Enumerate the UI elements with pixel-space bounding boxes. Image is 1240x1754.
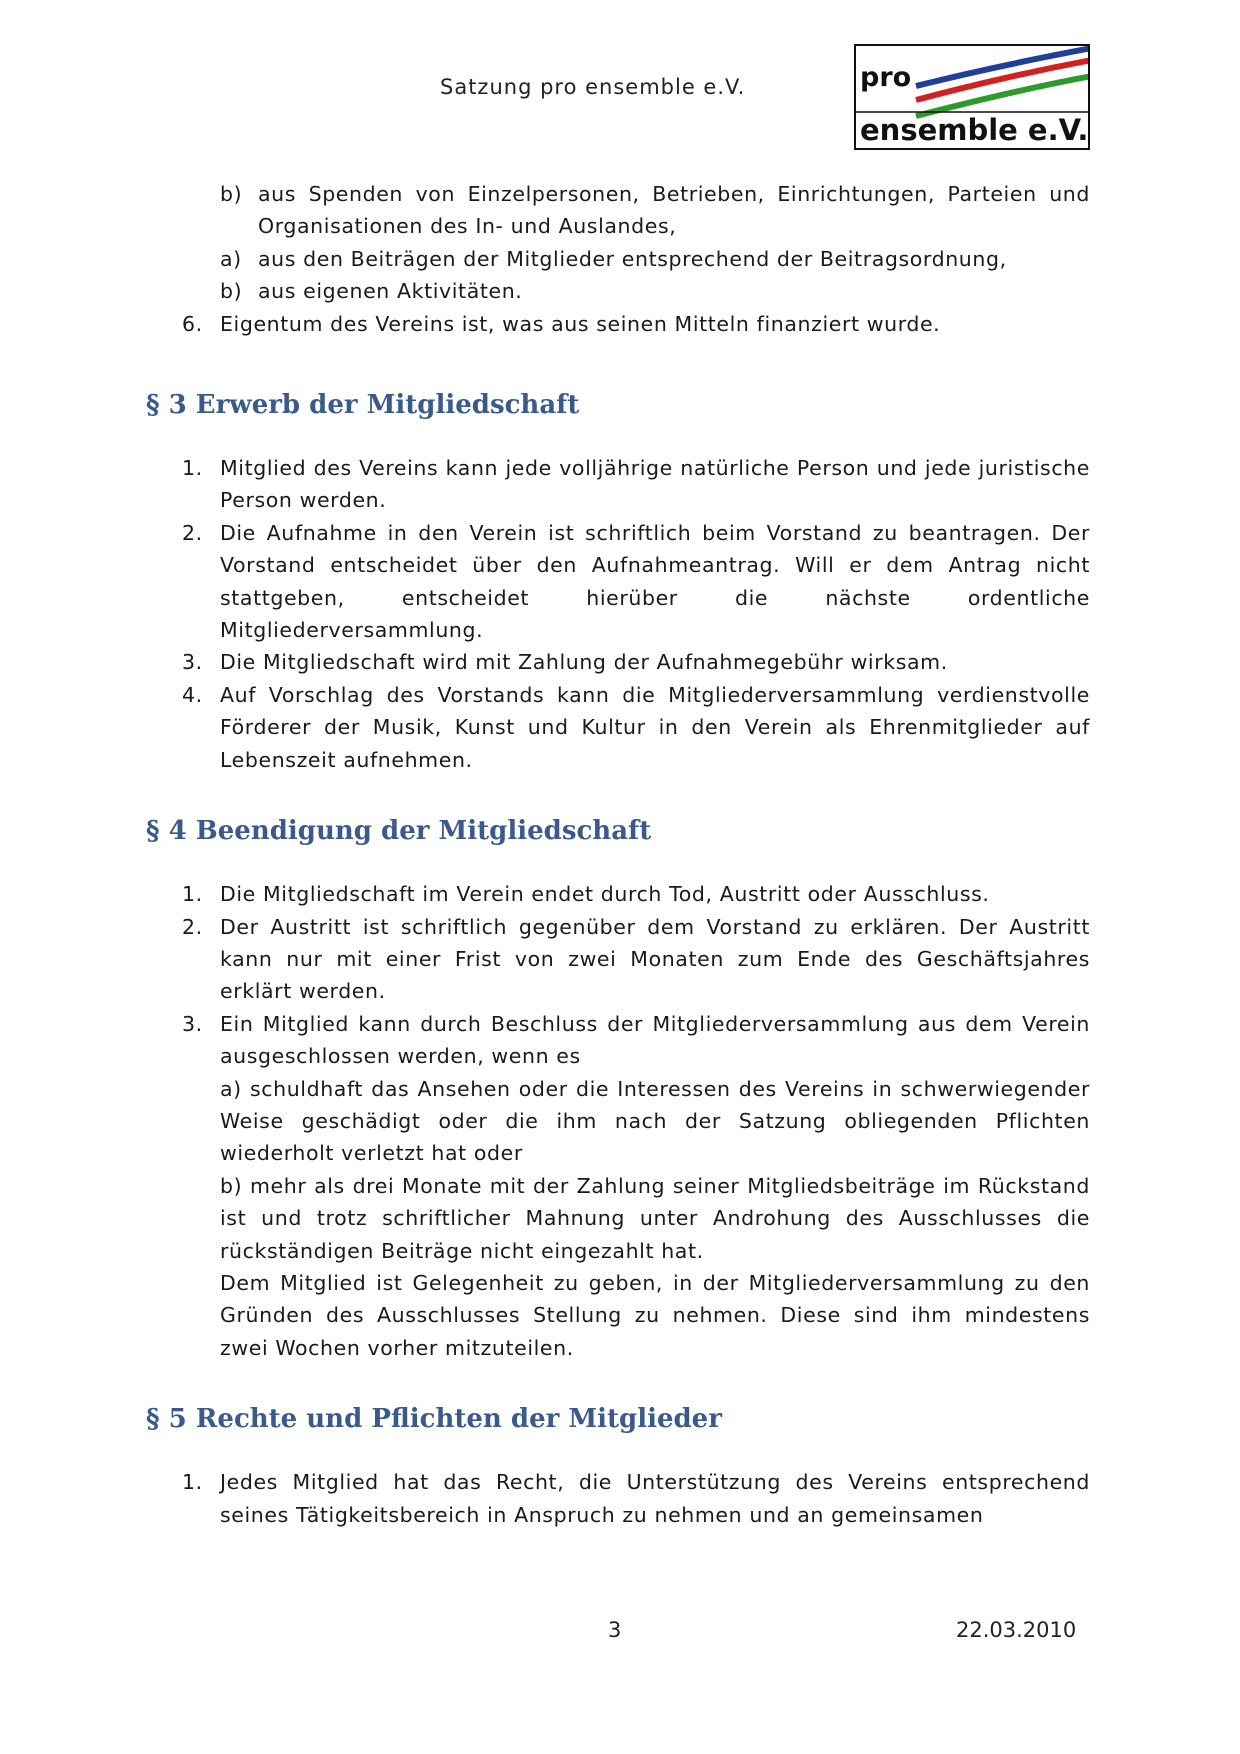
list-marker: 1. <box>182 1470 203 1495</box>
list-marker: 1. <box>182 882 203 907</box>
list-item <box>146 646 1090 678</box>
list-item-text: aus den Beiträgen der Mitglieder entsprechend der Beitragsordnung, <box>258 246 1007 271</box>
section-heading: § 4 Beendigung der Mitgliedschaft <box>146 816 652 847</box>
list-item-text: Ein Mitglied kann durch Beschluss der Mitgliederversammlung aus dem Verein ausgeschlossen werden, wenn es <box>220 1011 1090 1069</box>
document-body <box>146 178 1090 1531</box>
paragraph: b) mehr als drei Monate mit der Zahlung seiner Mitgliedsbeiträge im Rückstand ist und trotz schriftlicher Mahnung unter Androhung des Ausschlusses die rückständigen Beiträge nicht eingezahlt hat. <box>220 1173 1090 1263</box>
list-item-text: Die Aufnahme in den Verein ist schriftlich beim Vorstand zu beantragen. Der Vorstand entscheidet über den Aufnahmeantrag. Will er dem Antrag nicht stattgeben, entscheidet hierüber die nächste ordentliche Mitgliederversammlung. <box>220 520 1090 643</box>
list-item <box>146 911 1090 1008</box>
list-item-text: aus eigenen Aktivitäten. <box>258 279 523 304</box>
list-item <box>146 679 1090 776</box>
list-marker: a) <box>220 246 242 271</box>
list-item-text: Die Mitgliedschaft wird mit Zahlung der Aufnahmegebühr wirksam. <box>220 650 948 675</box>
header-title: Satzung pro ensemble e.V. <box>440 75 746 99</box>
list-item <box>146 1008 1090 1073</box>
list-item <box>146 1466 1090 1531</box>
paragraph: Dem Mitglied ist Gelegenheit zu geben, in der Mitgliederversammlung zu den Gründen des Ausschlusses Stellung zu nehmen. Diese sind ihm mindestens zwei Wochen vorher mitzuteilen. <box>220 1270 1090 1360</box>
list-marker: b) <box>220 182 243 206</box>
section-heading: § 5 Rechte und Pflichten der Mitglieder <box>146 1404 722 1435</box>
list-marker: 4. <box>182 682 203 707</box>
list-item <box>146 452 1090 517</box>
list-item-text: Eigentum des Vereins ist, was aus seinen Mitteln finanziert wurde. <box>220 311 941 336</box>
list-item <box>146 275 1090 307</box>
list-marker: b) <box>220 279 243 304</box>
section-heading: § 3 Erwerb der Mitgliedschaft <box>146 390 580 421</box>
logo-text-ensemble: ensemble e.V. <box>860 113 1089 147</box>
list-item <box>146 243 1090 275</box>
list-marker: 3. <box>182 650 203 675</box>
pro-ensemble-logo <box>854 44 1090 150</box>
list-marker: 1. <box>182 456 203 481</box>
list-item <box>146 878 1090 910</box>
list-item <box>146 178 1090 243</box>
paragraph: a) schuldhaft das Ansehen oder die Interessen des Vereins in schwerwiegender Weise geschädigt oder die ihm nach der Satzung obliegenden Pflichten wiederholt verletzt hat oder <box>220 1076 1090 1166</box>
list-marker: 2. <box>182 520 203 545</box>
list-item-text: Mitglied des Vereins kann jede volljährige natürliche Person und jede juristische Person werden. <box>220 456 1090 513</box>
list-item-text: Auf Vorschlag des Vorstands kann die Mitgliederversammlung verdienstvolle Förderer der Musik, Kunst und Kultur in den Verein als Ehrenmitglieder auf Lebenszeit aufnehmen. <box>220 682 1090 772</box>
list-marker: 3. <box>182 1011 203 1036</box>
list-item <box>146 308 1090 340</box>
list-marker: 2. <box>182 914 203 939</box>
list-item <box>146 517 1090 647</box>
list-item-text: Der Austritt ist schriftlich gegenüber dem Vorstand zu erklären. Der Austritt kann nur mit einer Frist von zwei Monaten zum Ende des Geschäftsjahres erklärt werden. <box>220 914 1090 1004</box>
list-item-text: aus Spenden von Einzelpersonen, Betrieben, Einrichtungen, Parteien und Organisationen des In- und Auslandes, <box>258 182 1090 239</box>
list-item-text: Jedes Mitglied hat das Recht, die Unterstützung des Vereins entsprechend seines Tätigkeitsbereich in Anspruch zu nehmen und an gemeinsamen <box>220 1470 1090 1527</box>
logo-text-pro: pro <box>860 62 912 93</box>
footer-date: 22.03.2010 <box>956 1618 1077 1642</box>
page-number: 3 <box>608 1618 622 1642</box>
list-item-text: Die Mitgliedschaft im Verein endet durch Tod, Austritt oder Ausschluss. <box>220 882 990 907</box>
list-marker: 6. <box>182 311 203 336</box>
